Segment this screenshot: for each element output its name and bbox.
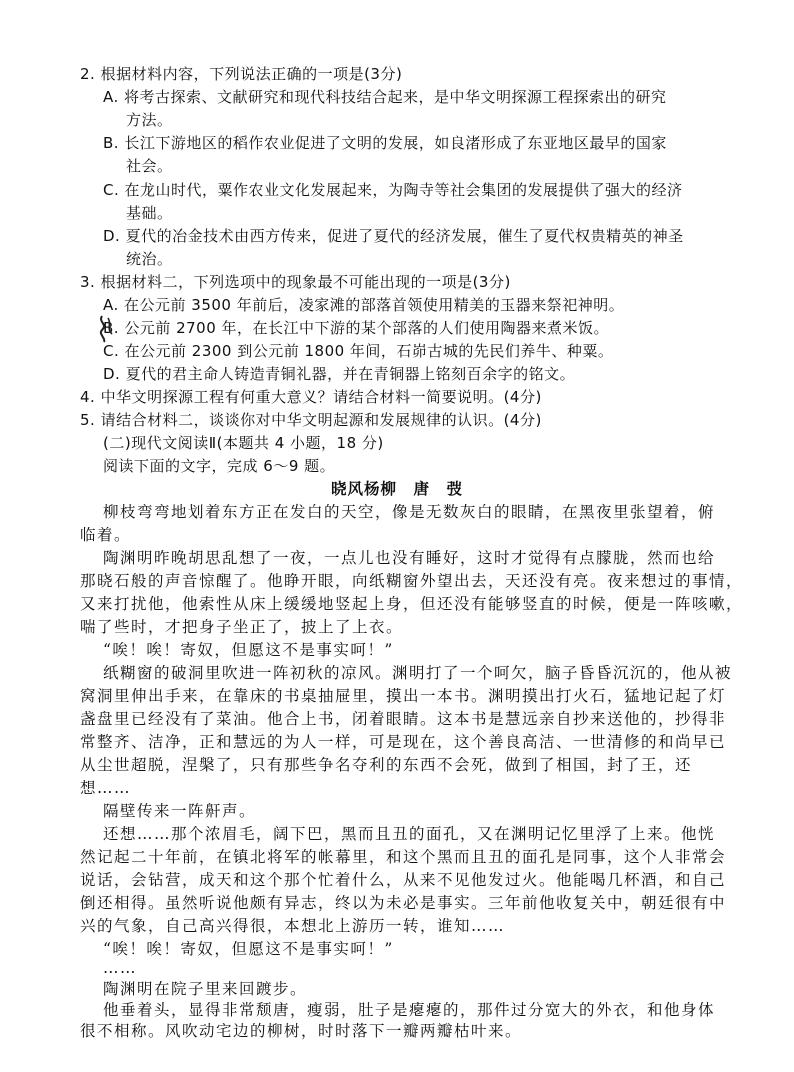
- story-line: 盏盘里已经没有了菜油。他合上书，闭着眼睛。这本书是慧远亲自抄来送他的，抄得非: [80, 710, 727, 728]
- story-line: 纸糊窗的破洞里吹进一阵初秋的凉风。渊明打了一个呵欠，脑子昏昏沉沉的，他从被: [103, 664, 733, 682]
- story-line: 从尘世超脱，涅槃了，只有那些争名夺利的东西不会死，做到了相国，封了王，还: [80, 756, 693, 774]
- story-line: 窝洞里伸出手来，在靠床的书桌抽屉里，摸出一本书。渊明摸出打火石，猛地记起了灯: [80, 687, 727, 705]
- story-line: 兴的气象，自己高兴得很，本想北上游历一转，谁知……: [80, 917, 506, 935]
- q2-option-a-cont: 方法。: [126, 111, 173, 129]
- story-line: 陶渊明在院子里来回踱步。: [103, 980, 308, 998]
- q2-option-d: D. 夏代的冶金技术由西方传来，促进了夏代的经济发展，催生了夏代权贵精英的神圣: [103, 227, 684, 245]
- q2-option-a: A. 将考古探索、文献研究和现代科技结合起来，是中华文明探源工程探索出的研究: [103, 88, 667, 106]
- story-line: 那晓石般的声音惊醒了。他睁开眼，向纸糊窗外望出去，天还没有亮。夜来想过的事情，: [80, 572, 744, 590]
- story-line: 想……: [80, 779, 132, 797]
- q3-option-b: B. 公元前 2700 年，在长江中下游的某个部落的人们使用陶器来煮米饭。: [103, 319, 610, 337]
- story-line: 隔壁传来一阵鼾声。: [103, 802, 257, 820]
- q2-stem: 2. 根据材料内容，下列说法正确的一项是(3分): [80, 65, 403, 83]
- story-line: 倒还相得。虽然听说他颇有异志，终以为未必是事实。三年前他收复关中，朝廷很有中: [80, 894, 727, 912]
- story-line: 他垂着头，显得非常颓唐，瘦弱，肚子是瘪瘪的，那件过分宽大的外衣，和他身体: [103, 1001, 716, 1019]
- q2-option-c-cont: 基础。: [126, 204, 173, 222]
- story-line: 很不相称。风吹动宅边的柳树，时时落下一瓣两瓣枯叶来。: [80, 1022, 523, 1040]
- q4-stem: 4. 中华文明探源工程有何重大意义？请结合材料一简要说明。(4分): [80, 388, 542, 406]
- story-line: 柳枝弯弯地划着东方正在发白的天空，像是无数灰白的眼睛，在黑夜里张望着，俯: [103, 503, 716, 521]
- section-instruction: 阅读下面的文字，完成 6～9 题。: [103, 457, 336, 475]
- q3-option-d: D. 夏代的君主命人铸造青铜礼器，并在青铜器上铭刻百余字的铭文。: [103, 365, 576, 383]
- q2-option-d-cont: 统治。: [126, 250, 173, 268]
- story-line: 陶渊明昨晚胡思乱想了一夜，一点儿也没有睡好，这时才觉得有点朦胧，然而也给: [103, 549, 716, 567]
- story-line: “唉！唉！寄奴，但愿这不是事实呵！”: [103, 940, 394, 958]
- story-line: 还想……那个浓眉毛，阔下巴，黑而且丑的面孔，又在渊明记忆里浮了上来。他恍: [103, 825, 716, 843]
- story-line: 临着。: [80, 526, 132, 544]
- story-line: 喘了些时，才把身子坐正了，披上了上衣。: [80, 618, 404, 636]
- article-title: 晓风杨柳 唐 弢: [330, 479, 463, 498]
- q2-option-c: C. 在龙山时代，粟作农业文化发展起来，为陶寺等社会集团的发展提供了强大的经济: [103, 181, 683, 199]
- section-heading: (二)现代文阅读Ⅱ(本题共 4 小题，18 分): [103, 434, 384, 452]
- story-line: 常整齐、洁净，正和慧远的为人一样，可是现在，这个善良高洁、一世清修的和尚早已: [80, 733, 727, 751]
- q5-stem: 5. 请结合材料二，谈谈你对中华文明起源和发展规律的认识。(4分): [80, 411, 542, 429]
- story-line: 说话，会钻营，成天和这个那个忙着什么，从来不见他发过火。他能喝几杯酒，和自己: [80, 871, 727, 889]
- q3-option-a: A. 在公元前 3500 年前后，凌家滩的部落首领使用精美的玉器来祭祀神明。: [103, 296, 625, 314]
- story-line: ……: [103, 959, 137, 977]
- q2-option-b: B. 长江下游地区的稻作农业促进了文明的发展，如良渚形成了东亚地区最早的国家: [103, 134, 667, 152]
- story-line: “唉！唉！寄奴，但愿这不是事实呵！”: [103, 641, 394, 659]
- q2-option-b-cont: 社会。: [126, 157, 173, 175]
- handwritten-mark-icon: [96, 312, 118, 346]
- q3-stem: 3. 根据材料二，下列选项中的现象最不可能出现的一项是(3分): [80, 273, 511, 291]
- story-line: 然记起二十年前，在镇北将军的帐幕里，和这个黑而且丑的面孔是同事，这个人非常会: [80, 848, 727, 866]
- q3-option-c: C. 在公元前 2300 到公元前 1800 年间，石峁古城的先民们养牛、种粟。: [103, 342, 614, 360]
- story-line: 又来打扰他，他索性从床上缓缓地竖起上身，但还没有能够竖直的时候，便是一阵咳嗽，: [80, 595, 744, 613]
